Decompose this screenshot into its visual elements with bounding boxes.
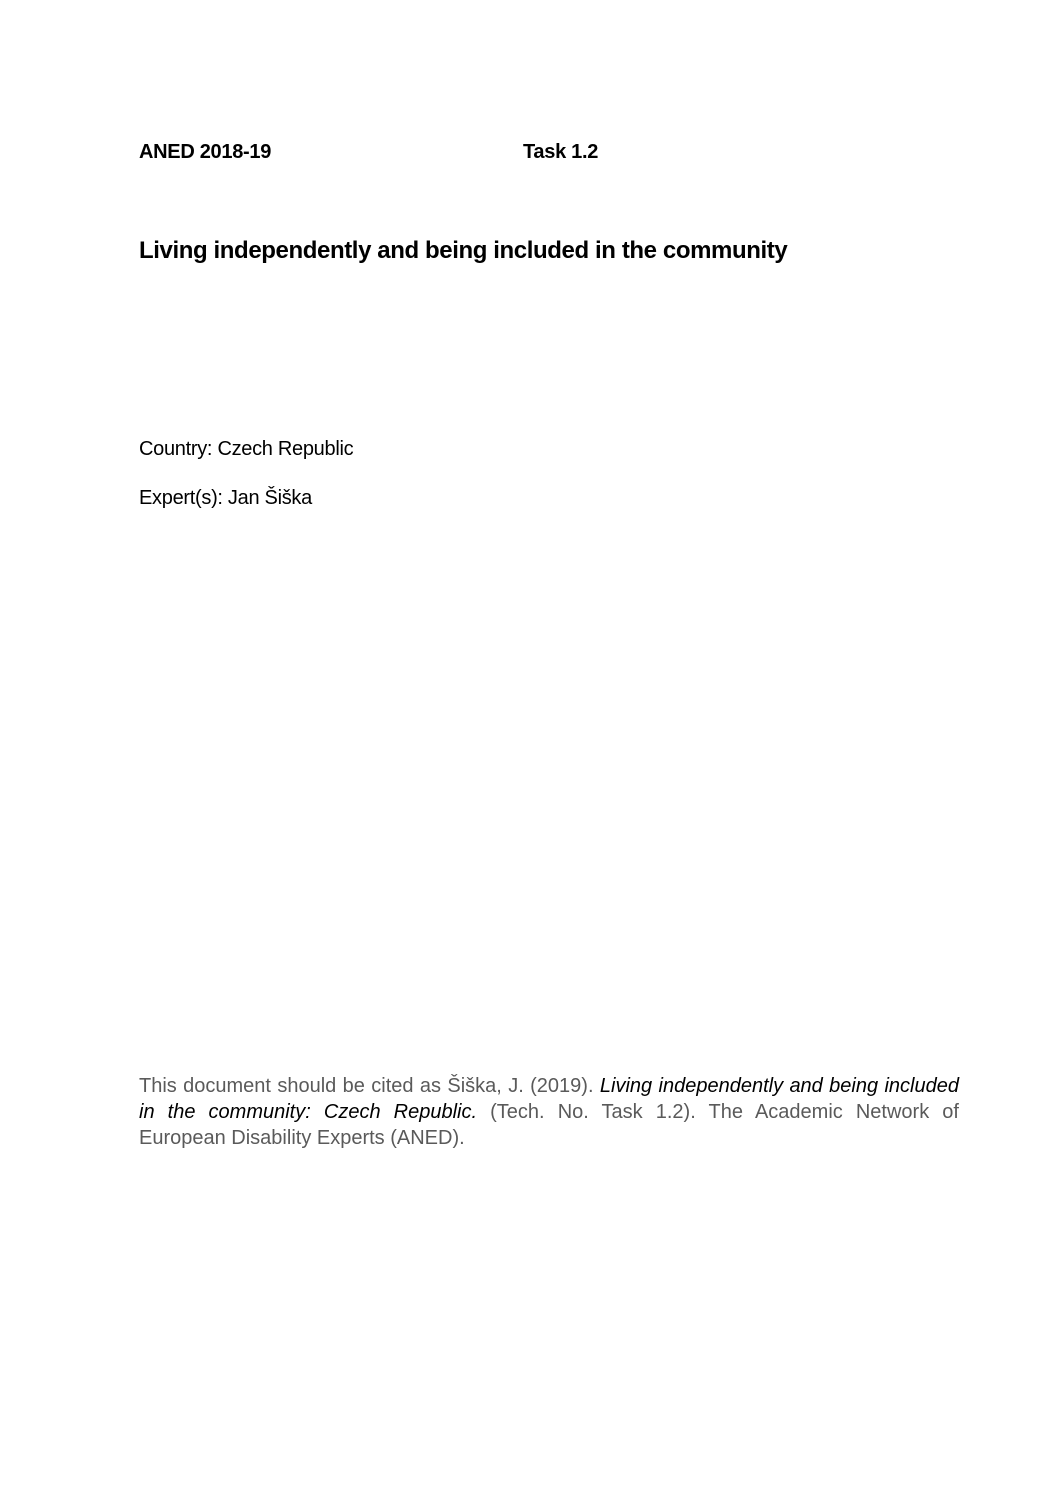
document-title: Living independently and being included in the community — [139, 237, 788, 264]
citation-italic-title: Living independently and being included in the community: Czech Republic. — [139, 1075, 959, 1123]
citation-suffix: (Tech. No. Task 1.2). The Academic Network of European Disability Experts (ANED). — [139, 1101, 959, 1149]
citation-paragraph — [139, 1073, 959, 1151]
document-series-label: ANED 2018-19 — [139, 141, 272, 163]
country-line: Country: Czech Republic — [139, 438, 354, 460]
task-label: Task 1.2 — [523, 141, 599, 163]
citation-prefix: This document should be cited as Šiška, J. (2019). — [139, 1075, 600, 1097]
expert-line: Expert(s): Jan Šiška — [139, 487, 312, 509]
